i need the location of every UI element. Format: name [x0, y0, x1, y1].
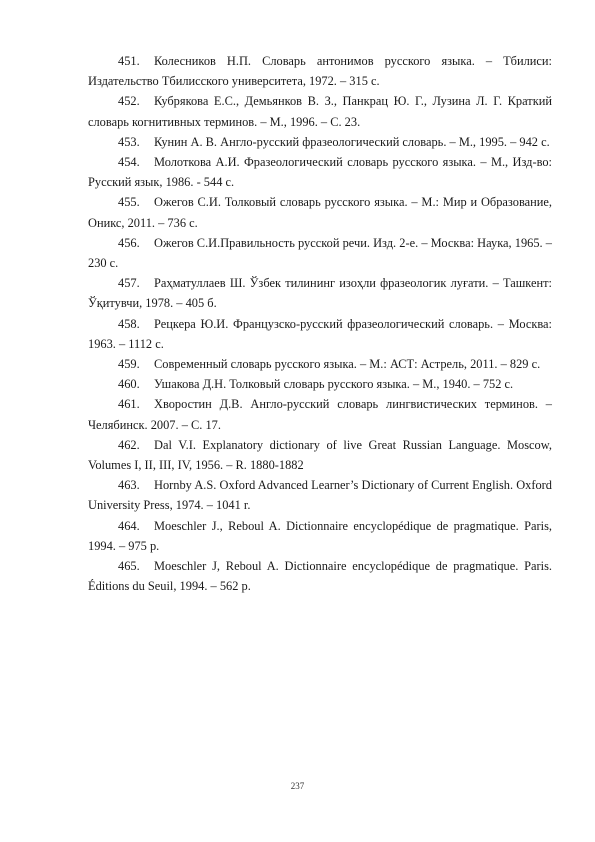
- reference-text: Колесников Н.П. Словарь антонимов русского языка. – Тбилиси: Издательство Тбилисского университета, 1972. – 315 с.: [88, 54, 552, 89]
- reference-text: Hornby A.S. Oxford Advanced Learner’s Dictionary of Current English. Oxford University Press, 1974. – 1041 r.: [88, 478, 552, 513]
- reference-item: [88, 314, 552, 354]
- reference-item: [88, 91, 552, 131]
- reference-number: 460.: [118, 377, 140, 392]
- reference-number: 453.: [118, 134, 140, 149]
- reference-text: Раҳматуллаев Ш. Ўзбек тилининг изоҳли фразеологик луғати. – Ташкент: Ўқитувчи, 1978. – 405 б.: [88, 276, 552, 311]
- reference-text: Кунин А. В. Англо-русский фразеологический словарь. – М., 1995. – 942 с.: [154, 134, 550, 149]
- reference-text: Ушакова Д.Н. Толковый словарь русского языка. – М., 1940. – 752 с.: [154, 377, 514, 392]
- reference-text: Рецкера Ю.И. Французско-русский фразеологический словарь. – Москва: 1963. – 1112 с.: [88, 316, 552, 351]
- reference-number: 458.: [118, 316, 140, 331]
- reference-number: 451.: [118, 54, 140, 68]
- reference-item: [88, 192, 552, 232]
- reference-number: 455.: [118, 195, 140, 210]
- reference-text: Современный словарь русского языка. – М.: АСТ: Астрель, 2011. – 829 с.: [154, 357, 541, 372]
- reference-number: 465.: [118, 559, 140, 574]
- reference-text: Ожегов С.И. Толковый словарь русского языка. – М.: Мир и Образование, Оникс, 2011. – 736 с.: [88, 195, 552, 230]
- reference-list: [88, 51, 552, 596]
- reference-item: [88, 435, 552, 475]
- reference-text: Кубрякова Е.С., Демьянков В. З., Панкрац Ю. Г., Лузина Л. Г. Краткий словарь когнитивных терминов. – М., 1996. – С. 23.: [88, 94, 552, 129]
- reference-number: 459.: [118, 357, 140, 372]
- reference-item: [88, 374, 552, 394]
- reference-number: 461.: [118, 397, 140, 412]
- reference-item: [88, 152, 552, 192]
- reference-item: [88, 475, 552, 515]
- page-number: 237: [290, 781, 305, 791]
- reference-item: [88, 516, 552, 556]
- reference-text: Moeschler J, Reboul A. Dictionnaire encyclopédique de pragmatique. Paris. Éditions du Seuil, 1994. – 562 p.: [88, 559, 552, 594]
- reference-text: Ожегов С.И.Правильность русской речи. Изд. 2-е. – Москва: Наука, 1965. – 230 с.: [88, 235, 552, 271]
- reference-number: 464.: [118, 518, 140, 533]
- reference-item: [88, 394, 552, 434]
- reference-text: Dal V.I. Explanatory dictionary of live Great Russian Language. Moscow, Volumes I, II, III, IV, 1956. – R. 1880-1882: [88, 437, 552, 473]
- reference-number: 463.: [118, 478, 140, 493]
- reference-number: 454.: [118, 155, 140, 170]
- reference-number: 457.: [118, 276, 140, 291]
- reference-item: [88, 132, 552, 152]
- reference-item: [88, 233, 552, 273]
- reference-item: [88, 273, 552, 313]
- reference-text: Молоткова А.И. Фразеологический словарь русского языка. – М., Изд-во: Русский язык, 1986. - 544 с.: [88, 155, 552, 190]
- reference-number: 462.: [118, 437, 140, 452]
- reference-text: Хворостин Д.В. Англо-русский словарь лингвистических терминов. – Челябинск. 2007. – С. 17.: [88, 397, 552, 432]
- reference-item: [88, 51, 552, 91]
- reference-item: [88, 354, 552, 374]
- reference-number: 456.: [118, 235, 140, 250]
- reference-number: 452.: [118, 94, 140, 109]
- reference-text: Moeschler J., Reboul A. Dictionnaire encyclopédique de pragmatique. Paris, 1994. – 975 p.: [88, 518, 552, 553]
- reference-item: [88, 556, 552, 596]
